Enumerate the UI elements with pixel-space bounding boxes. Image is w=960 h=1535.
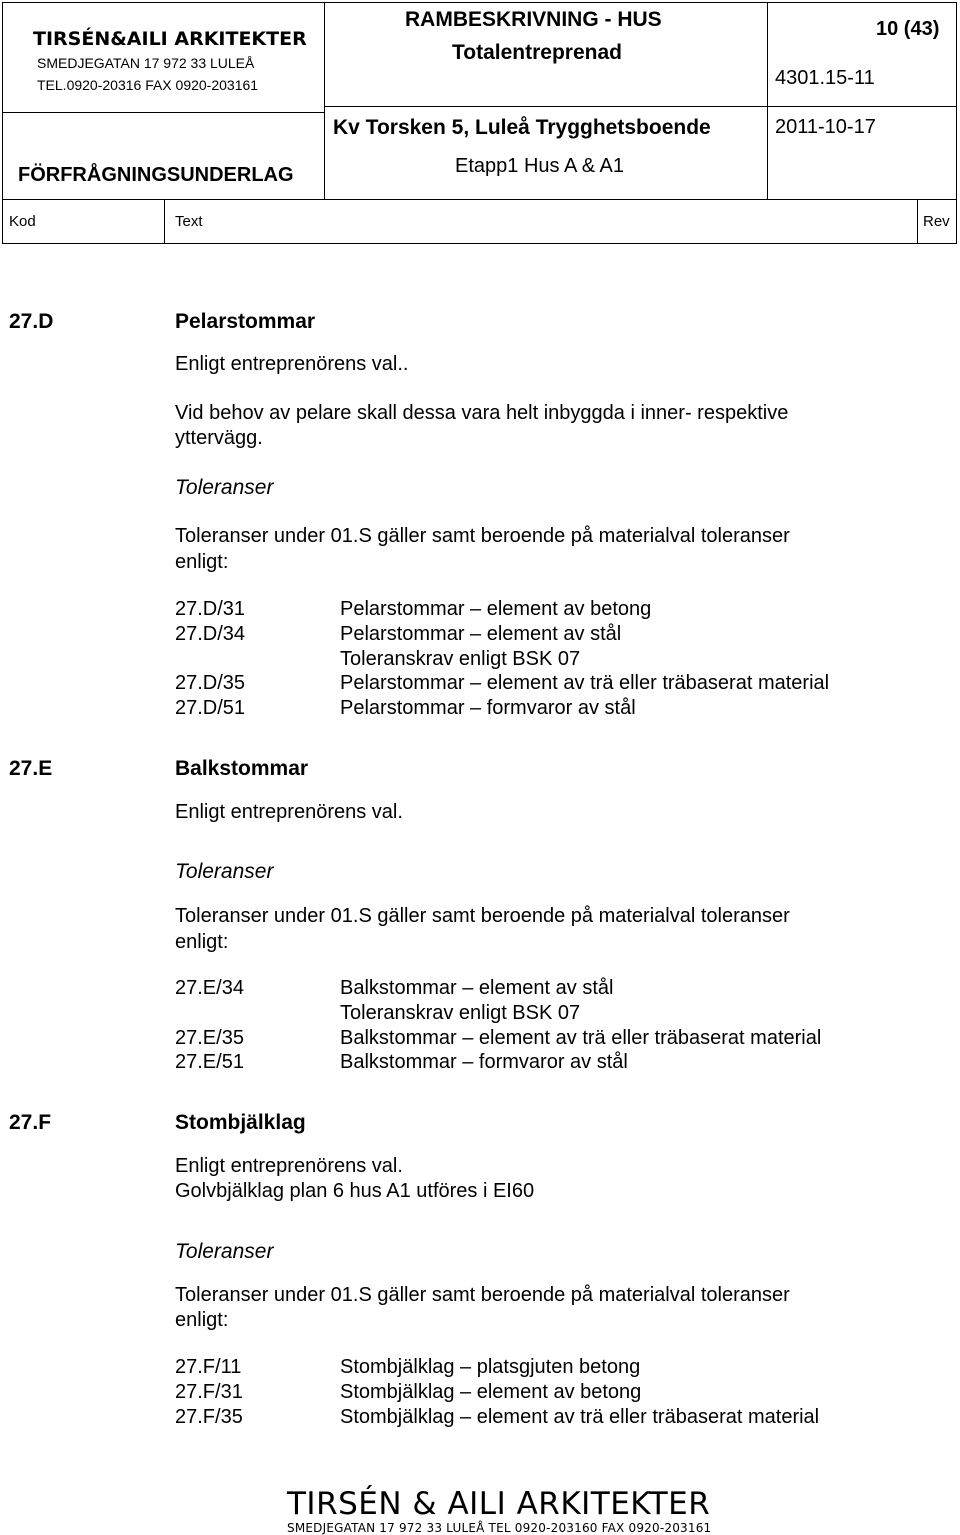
firm-logo: TIRSÉN&AILI ARKITEKTER — [33, 28, 307, 50]
section-intro: Enligt entreprenörens val. — [175, 1155, 403, 1177]
tolerance-text: enligt: — [175, 1309, 229, 1331]
item-description: Toleranskrav enligt BSK 07 — [340, 1002, 581, 1024]
column-text: Text — [175, 213, 203, 230]
item-code: 27.D/51 — [175, 697, 246, 719]
stage-label: Etapp1 Hus A & A1 — [455, 155, 625, 177]
tolerance-text: Toleranser under 01.S gäller samt beroende på materialval toleranser — [175, 1284, 790, 1306]
section-title: Stombjälklag — [175, 1111, 306, 1134]
tolerance-text: Toleranser under 01.S gäller samt beroende på materialval toleranser — [175, 905, 790, 927]
section-intro: Enligt entreprenörens val.. — [175, 353, 409, 375]
item-description: Balkstommar – element av stål — [340, 977, 614, 999]
project-number: 4301.15-11 — [775, 67, 875, 89]
item-description: Stombjälklag – platsgjuten betong — [340, 1356, 641, 1378]
item-description: Balkstommar – element av trä eller träbaserat material — [340, 1027, 822, 1049]
section-code: 27.D — [9, 310, 54, 333]
item-code: 27.D/34 — [175, 623, 246, 645]
item-description: Balkstommar – formvaror av stål — [340, 1051, 628, 1073]
item-description: Toleranskrav enligt BSK 07 — [340, 648, 581, 670]
project-name: Kv Torsken 5, Luleå Trygghetsboende — [333, 116, 711, 139]
firm-phone: TEL.0920-20316 FAX 0920-203161 — [37, 77, 259, 93]
item-description: Pelarstommar – element av betong — [340, 598, 652, 620]
item-code: 27.D/31 — [175, 598, 246, 620]
item-code: 27.F/31 — [175, 1381, 243, 1403]
item-description: Stombjälklag – element av trä eller träbaserat material — [340, 1406, 820, 1428]
tolerance-text: enligt: — [175, 931, 229, 953]
column-kod: Kod — [9, 213, 36, 230]
page-number: 10 (43) — [876, 18, 940, 40]
tolerance-text: enligt: — [175, 551, 229, 573]
section-paragraph: Vid behov av pelare skall dessa vara helt inbyggda i inner- respektive — [175, 402, 789, 424]
item-code: 27.E/35 — [175, 1027, 244, 1049]
section-paragraph: yttervägg. — [175, 427, 263, 449]
tolerance-heading: Toleranser — [175, 1240, 274, 1263]
tolerance-text: Toleranser under 01.S gäller samt beroende på materialval toleranser — [175, 525, 790, 547]
section-intro: Enligt entreprenörens val. — [175, 801, 403, 823]
item-code: 27.E/51 — [175, 1051, 244, 1073]
column-rev: Rev — [923, 213, 950, 230]
item-description: Pelarstommar – element av trä eller träbaserat material — [340, 672, 830, 694]
section-title: Pelarstommar — [175, 310, 316, 333]
item-code: 27.F/35 — [175, 1406, 243, 1428]
item-description: Pelarstommar – formvaror av stål — [340, 697, 636, 719]
document-date: 2011-10-17 — [775, 116, 876, 138]
item-description: Stombjälklag – element av betong — [340, 1381, 642, 1403]
document-status: FÖRFRÅGNINGSUNDERLAG — [18, 164, 294, 186]
item-code: 27.D/35 — [175, 672, 246, 694]
tolerance-heading: Toleranser — [175, 476, 274, 499]
doc-title: RAMBESKRIVNING - HUS — [405, 8, 662, 31]
section-code: 27.E — [9, 757, 53, 780]
section-title: Balkstommar — [175, 757, 309, 780]
item-code: 27.F/11 — [175, 1356, 242, 1378]
footer-logo: TIRSÉN & AILI ARKITEKTER — [287, 1486, 711, 1522]
section-code: 27.F — [9, 1111, 52, 1134]
item-code: 27.E/34 — [175, 977, 244, 999]
tolerance-heading: Toleranser — [175, 860, 274, 883]
footer-address: SMEDJEGATAN 17 972 33 LULEÅ TEL 0920-203160 FAX 0920-203161 — [287, 1521, 712, 1535]
section-paragraph: Golvbjälklag plan 6 hus A1 utföres i EI60 — [175, 1180, 535, 1202]
firm-address: SMEDJEGATAN 17 972 33 LULEÅ — [37, 55, 255, 71]
doc-subtitle: Totalentreprenad — [452, 41, 622, 64]
item-description: Pelarstommar – element av stål — [340, 623, 622, 645]
